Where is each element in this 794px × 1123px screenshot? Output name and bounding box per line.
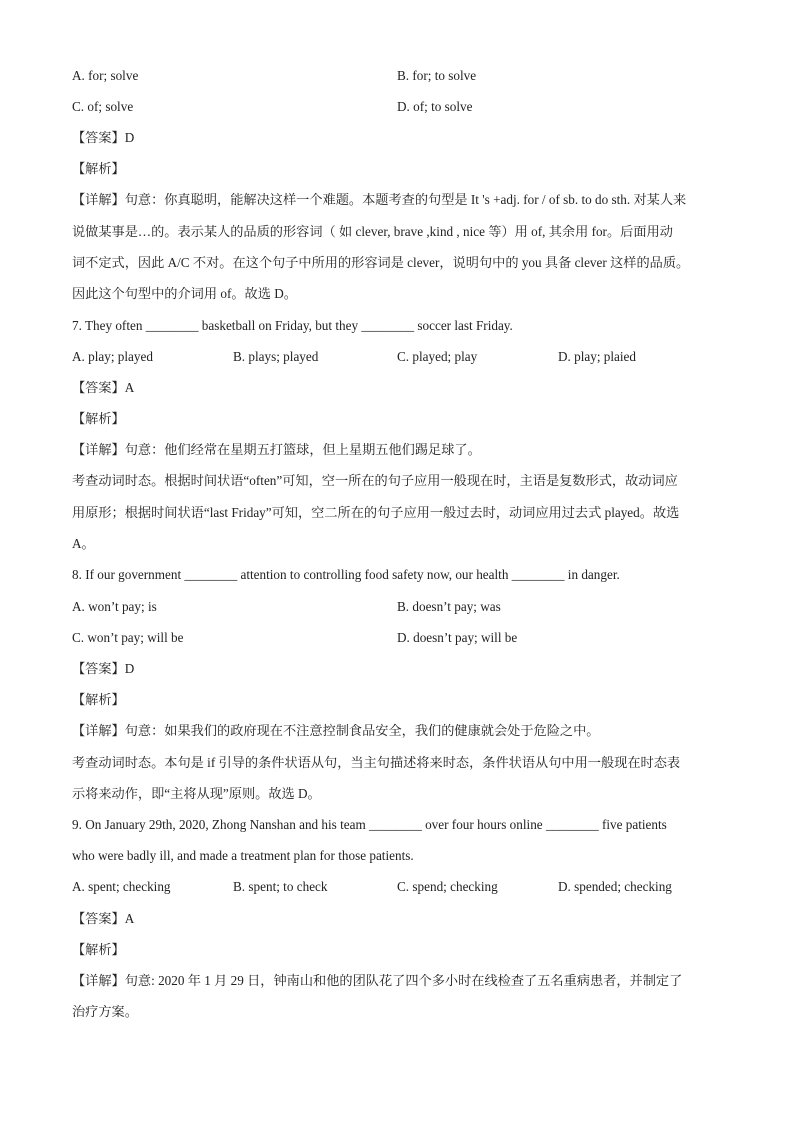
q6-analysis-heading: 【解析】 — [72, 161, 125, 176]
q7-analysis-heading: 【解析】 — [72, 411, 125, 426]
q6-detail-line: 因此这个句型中的介词用 of。故选 D。 — [72, 286, 297, 301]
q9-option-a: A. spent; checking — [72, 879, 171, 894]
q7-option-d: D. play; plaied — [558, 349, 637, 364]
q9-analysis-heading: 【解析】 — [72, 942, 125, 957]
q8-option-c: C. won’t pay; will be — [72, 630, 184, 645]
q8-detail-line: 【详解】句意：如果我们的政府现在不注意控制食品安全，我们的健康就会处于危险之中。 — [72, 723, 600, 738]
q6-detail-line: 【详解】句意：你真聪明，能解决这样一个难题。本题考查的句型是 It 's +adj. for / of sb. to do sth. 对某人来 — [72, 192, 687, 207]
q9-detail-line: 【详解】句意: 2020 年 1 月 29 日，钟南山和他的团队花了四个多小时在线检查了五名重病患者，并制定了 — [72, 973, 683, 988]
q9-stem: 9. On January 29th, 2020, Zhong Nanshan and his team ________ over four hours online ________ five patients — [72, 817, 667, 832]
q7-stem: 7. They often ________ basketball on Friday, but they ________ soccer last Friday. — [72, 318, 513, 333]
q6-option-c: C. of; solve — [72, 99, 134, 114]
q8-option-a: A. won’t pay; is — [72, 599, 157, 614]
q7-detail-line: A。 — [72, 536, 95, 551]
q9-option-d: D. spended; checking — [558, 879, 672, 894]
q7-option-c: C. played; play — [397, 349, 478, 364]
q6-option-a: A. for; solve — [72, 68, 139, 83]
q8-option-d: D. doesn’t pay; will be — [397, 630, 518, 645]
q8-detail-line: 示将来动作，即“主将从现”原则。故选 D。 — [72, 786, 321, 801]
q8-analysis-heading: 【解析】 — [72, 692, 125, 707]
q7-answer: 【答案】A — [72, 380, 135, 395]
q9-answer: 【答案】A — [72, 911, 135, 926]
q6-option-b: B. for; to solve — [397, 68, 477, 83]
q6-detail-line: 词不定式，因此 A/C 不对。在这个句子中所用的形容词是 clever，说明句中的 you 具备 clever 这样的品质。 — [72, 255, 690, 270]
q6-answer: 【答案】D — [72, 130, 135, 145]
q8-stem: 8. If our government ________ attention to controlling food safety now, our health ________ in danger. — [72, 567, 620, 582]
q9-option-c: C. spend; checking — [397, 879, 498, 894]
q6-detail-line: 说做某事是…的。表示某人的品质的形容词（ 如 clever, brave ,kind , nice 等）用 of, 其余用 for。后面用动 — [72, 224, 673, 239]
q9-stem: who were badly ill, and made a treatment plan for those patients. — [72, 848, 414, 863]
q7-detail-line: 【详解】句意：他们经常在星期五打篮球，但上星期五他们踢足球了。 — [72, 442, 481, 457]
q7-detail-line: 用原形；根据时间状语“last Friday”可知，空二所在的句子应用一般过去时，动词应用过去式 played。故选 — [72, 505, 680, 520]
q7-option-a: A. play; played — [72, 349, 153, 364]
q7-option-b: B. plays; played — [233, 349, 319, 364]
q6-option-d: D. of; to solve — [397, 99, 473, 114]
q8-option-b: B. doesn’t pay; was — [397, 599, 501, 614]
q8-detail-line: 考查动词时态。本句是 if 引导的条件状语从句，当主句描述将来时态，条件状语从句中用一般现在时态表 — [72, 755, 681, 770]
q8-answer: 【答案】D — [72, 661, 135, 676]
q7-detail-line: 考查动词时态。根据时间状语“often”可知，空一所在的句子应用一般现在时，主语是复数形式，故动词应 — [72, 473, 678, 488]
q9-detail-line: 治疗方案。 — [72, 1004, 138, 1019]
q9-option-b: B. spent; to check — [233, 879, 328, 894]
